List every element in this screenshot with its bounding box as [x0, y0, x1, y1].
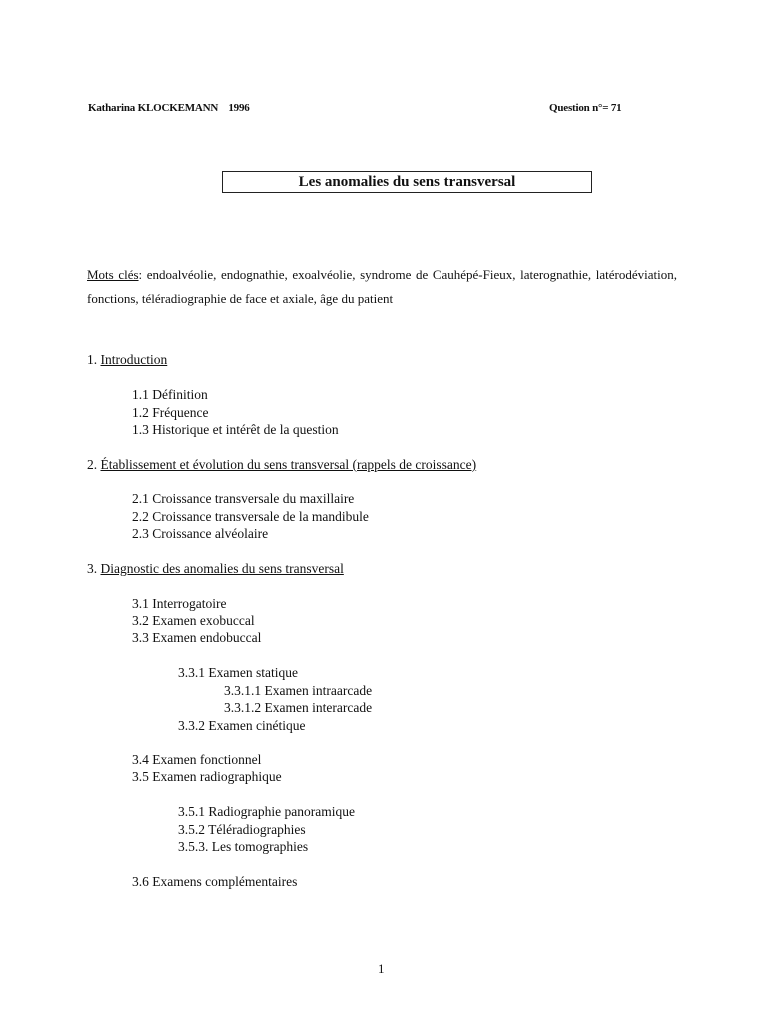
subsubsection-item: 3.5.1 Radiographie panoramique — [178, 804, 355, 819]
subsection-item: 1.3 Historique et intérêt de la question — [132, 422, 339, 437]
document-title: Les anomalies du sens transversal — [298, 173, 516, 190]
subsubsection-item: 3.5.3. Les tomographies — [178, 839, 309, 854]
subsection-item: 3.3 Examen endobuccal — [132, 630, 262, 645]
subsection-item: 1.2 Fréquence — [132, 405, 209, 420]
section-title: Introduction — [100, 352, 168, 367]
section-title: Diagnostic des anomalies du sens transversal — [100, 561, 344, 576]
keywords-text: : endoalvéolie, endognathie, exoalvéolie, syndrome de Cauhépé-Fieux, laterognathie, latérodéviation, fonctions, téléradiographie de face et axiale, âge du patient — [87, 267, 677, 306]
subsubsubsection-item: 3.3.1.2 Examen interarcade — [224, 700, 373, 715]
subsection-item: 3.4 Examen fonctionnel — [132, 752, 262, 767]
subsection-item: 3.5 Examen radiographique — [132, 769, 282, 784]
page-number: 1 — [378, 961, 385, 976]
subsection-item: 2.2 Croissance transversale de la mandibule — [132, 509, 369, 524]
subsection-item: 2.3 Croissance alvéolaire — [132, 526, 269, 541]
document-title-box — [222, 171, 592, 193]
section-number: 3. — [87, 561, 101, 576]
subsubsection-item: 3.3.2 Examen cinétique — [178, 718, 306, 733]
section-heading — [87, 456, 476, 473]
subsubsubsection-item: 3.3.1.1 Examen intraarcade — [224, 683, 373, 698]
section-heading — [87, 351, 167, 368]
section-heading — [87, 560, 344, 577]
subsubsection-item: 3.3.1 Examen statique — [178, 665, 298, 680]
subsection-item: 2.1 Croissance transversale du maxillaire — [132, 491, 355, 506]
keywords-label: Mots clés — [87, 267, 139, 282]
author-year: Katharina KLOCKEMANN 1996 — [88, 102, 250, 114]
keywords-paragraph — [87, 263, 677, 311]
question-number: Question n°= 71 — [549, 102, 622, 114]
subsection-item: 3.6 Examens complémentaires — [132, 874, 298, 889]
subsection-item: 1.1 Définition — [132, 387, 208, 402]
subsubsection-item: 3.5.2 Téléradiographies — [178, 822, 306, 837]
section-number: 2. — [87, 457, 101, 472]
section-title: Établissement et évolution du sens transversal (rappels de croissance) — [100, 457, 477, 472]
subsection-item: 3.2 Examen exobuccal — [132, 613, 255, 628]
section-number: 1. — [87, 352, 101, 367]
subsection-item: 3.1 Interrogatoire — [132, 596, 227, 611]
